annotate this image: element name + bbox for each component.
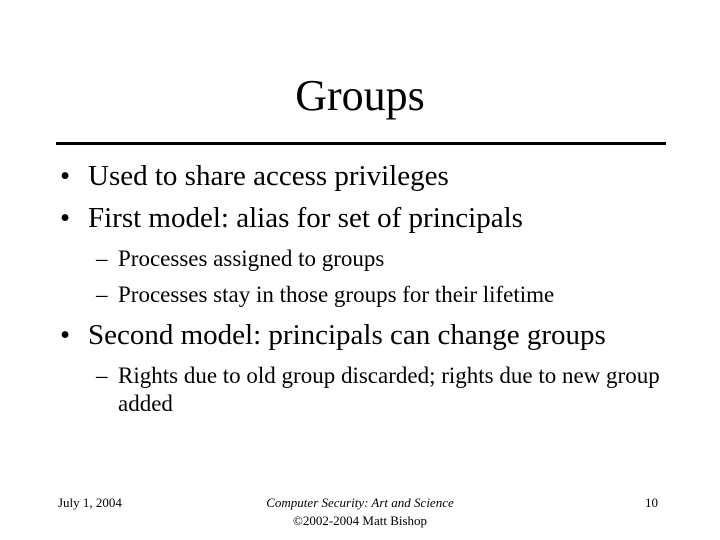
sub-bullet-text: Rights due to old group discarded; rights due to new group added [118, 363, 660, 416]
dash-icon: – [96, 282, 108, 307]
bullet-icon: • [60, 160, 71, 192]
sub-bullet-item [96, 245, 686, 273]
bullet-text: Second model: principals can change groups [88, 319, 606, 351]
sub-bullet-item [96, 281, 686, 309]
sub-bullet-text: Processes stay in those groups for their lifetime [118, 282, 555, 307]
title-divider [56, 142, 666, 145]
footer-course: Computer Security: Art and Science [266, 495, 454, 510]
dash-icon: – [96, 363, 108, 388]
bullet-icon: • [60, 202, 71, 234]
sub-bullet-text: Processes assigned to groups [118, 246, 385, 271]
slide-title: Groups [295, 71, 425, 120]
footer-date: July 1, 2004 [58, 495, 122, 510]
sub-bullet-item [96, 362, 666, 418]
bullet-text: Used to share access privileges [88, 160, 449, 192]
bullet-icon: • [60, 319, 71, 351]
bullet-text: First model: alias for set of principals [88, 202, 523, 234]
footer-credit [200, 494, 520, 530]
footer-page-number: 10 [645, 495, 658, 510]
dash-icon: – [96, 246, 108, 271]
footer-copyright: ©2002-2004 Matt Bishop [292, 513, 428, 528]
